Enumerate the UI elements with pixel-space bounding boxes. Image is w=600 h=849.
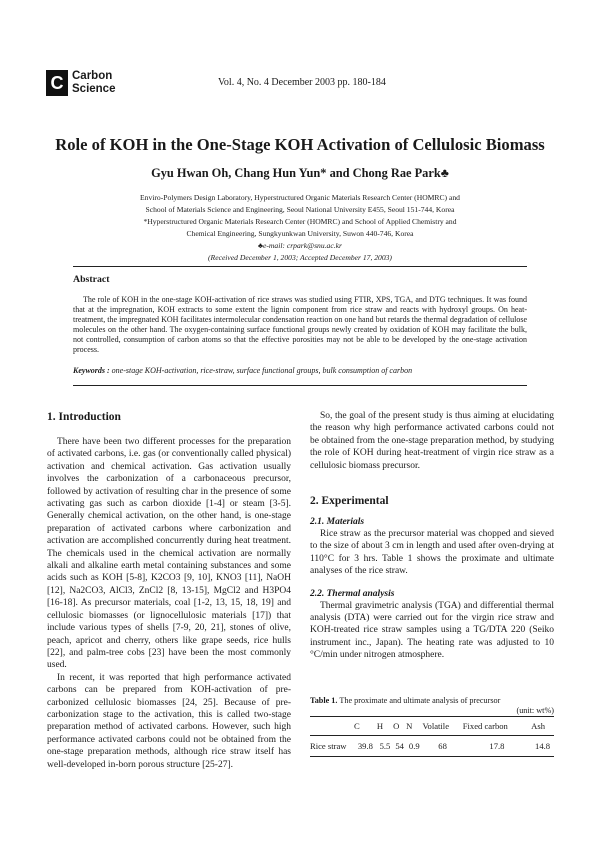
experimental-heading: 2. Experimental [310,495,389,508]
abstract-text: The role of KOH in the one-stage KOH-activation of rice straws was studied using FTIR, XPS, TGA, and DTG techniques. It was found that at the impregnation, KOH extracts to some extent the lignin component from rice straw and reacts with hydroxyl groups. On heat-treatment, the impregnated KOH facilitates intermolecular condensation reaction on one hand but retards the thermal degradation of cellulose molecules on the other hand. The oxygen-containing surface functional groups newly created by oxidation of KOH may facilitate the bulk, not controlled, consumption of carbon atoms so that the effective porosities may not be able to be developed by the one-stage activation process. [73,295,527,354]
keywords-label: Keywords : [73,366,110,375]
keywords-text: one-stage KOH-activation, rice-straw, surface functional groups, bulk consumption of carbon [111,366,413,375]
intro-paragraph-3: So, the goal of the present study is thus aiming at elucidating the reason why high performance activated carbons could not be obtained from the one-stage preparation method, by studying the role of KOH during heat-treatment of virgin rice straw as a cellulosic biomass precursor. [310,411,554,471]
table-caption [310,696,554,706]
table-header-cell [310,716,354,735]
intro-heading: 1. Introduction [47,411,121,423]
table-row [310,736,554,756]
table-header-cell: N [406,716,422,735]
table-cell: 68 [422,736,462,756]
table-label: Table 1. [310,695,338,705]
author-email: ♣e-mail: crpark@snu.ac.kr [258,241,342,250]
journal-info: Vol. 4, No. 4 December 2003 pp. 180-184 [218,77,386,88]
thermal-heading: 2.2. Thermal analysis [310,588,395,599]
table-header-cell: O [393,716,406,735]
abstract-section [73,266,527,386]
affiliation-line-2: School of Materials Science and Engineering, Seoul National University E455, Seoul 151-744, Korea [145,205,455,214]
logo-line-1: Carbon [72,70,113,82]
table-cell: 54 [393,736,406,756]
table-header-cell: Volatile [422,716,462,735]
affiliation-line-4: Chemical Engineering, Sungkyunkwan University, Suwon 440-746, Korea [186,229,414,238]
intro-paragraph-1: There have been two different processes for the preparation of activated carbons, i.e. gas (or conventionally called physical) activation and chemical activation. Gas activation usually involves the carbonization of a carbonaceous precursor, followed by activation of resulting char in the presence of some activating gas such as carbon dioxide [1-4] or steam [3-5]. Generally chemical activation, on the other hand, is one-stage preparation of activated carbons where carbonization and activation are accomplished concurrently during heat treatment. The chemicals used in the chemical activation are normally alkali and alkaline earth metal containing substances and some acids such as KOH [5-8], K2CO3 [9, 10], KNO3 [11], NaOH [12], Na2CO3, AlCl3, ZnCl2 [8, 13-15], MgCl2 and H3PO4 [16-18]. As precursor materials, coal [1-2, 13, 15, 18, 19] and cellulosic biomasses (or lignocellulosic materials [17]) that include various types of shells [7-9, 20, 21], stones of olive, peach, apricot and cherry, others like grape seeds, rice hulls [22], and palm-tree cobs [23] have been the most commonly used. [47,437,291,671]
table-caption-text: The proximate and ultimate analysis of precursor [337,695,501,705]
left-column [47,410,291,771]
table-header-row [310,716,554,735]
table-cell: 17.8 [463,736,531,756]
journal-logo [46,70,115,96]
table-header-cell: H [377,716,393,735]
logo-line-2: Science [72,82,116,95]
received-dates: (Received December 1, 2003; Accepted December 17, 2003) [208,253,392,262]
table-cell: 14.8 [531,736,554,756]
materials-heading: 2.1. Materials [310,517,365,528]
materials-paragraph: Rice straw as the precursor material was chopped and sieved to the size of about 3 cm in length and used after oven-drying at 110°C for 3 hrs. Table 1 shows the proximate and ultimate analyses of the rice straw. [310,529,554,577]
thermal-paragraph: Thermal gravimetric analysis (TGA) and differential thermal analysis (DTA) were carried out for the virgin rice straw and KOH-treated rice straw samples using a TG/DTA 220 (Seiko instrument inc., Japan). The heating rate was adjusted to 10 °C/min under nitrogen atmosphere. [310,600,554,661]
table-unit: (unit: wt%) [516,705,554,715]
logo-mark: C [46,70,68,96]
table-header-cell: Ash [531,716,554,735]
table-cell: 5.5 [377,736,393,756]
analysis-table [310,716,554,757]
table-header-cell: C [354,716,377,735]
paper-title: Role of KOH in the One-Stage KOH Activation of Cellulosic Biomass [55,135,545,154]
abstract-heading: Abstract [73,274,110,285]
table-cell: 39.8 [354,736,377,756]
paper-authors: Gyu Hwan Oh, Chang Hun Yun* and Chong Rae Park♣ [151,166,449,180]
right-column [310,410,554,757]
table-header-cell: Fixed carbon [463,716,531,735]
affiliation-line-1: Enviro-Polymers Design Laboratory, Hyperstructured Organic Materials Research Center (HOMRC) and [140,193,460,202]
table-cell: Rice straw [310,736,354,756]
affiliation-line-3: *Hyperstructured Organic Materials Research Center (HOMRC) and School of Applied Chemistry and [143,217,457,226]
intro-paragraph-2: In recent, it was reported that high performance activated carbons can be prepared from KOH-activation of pre-carbonized cellulosic biomasses [24, 25]. Because of pre-carbonization stage to the activation, this is called two-stage preparation method of activated carbons. However, such high performance activated carbons could not be obtained from the one-stage preparation methods, although rice straw itself has well-developed in-born porous structure [25-27]. [47,672,291,770]
table-cell: 0.9 [406,736,422,756]
keywords [73,366,412,375]
logo-text [72,70,115,95]
